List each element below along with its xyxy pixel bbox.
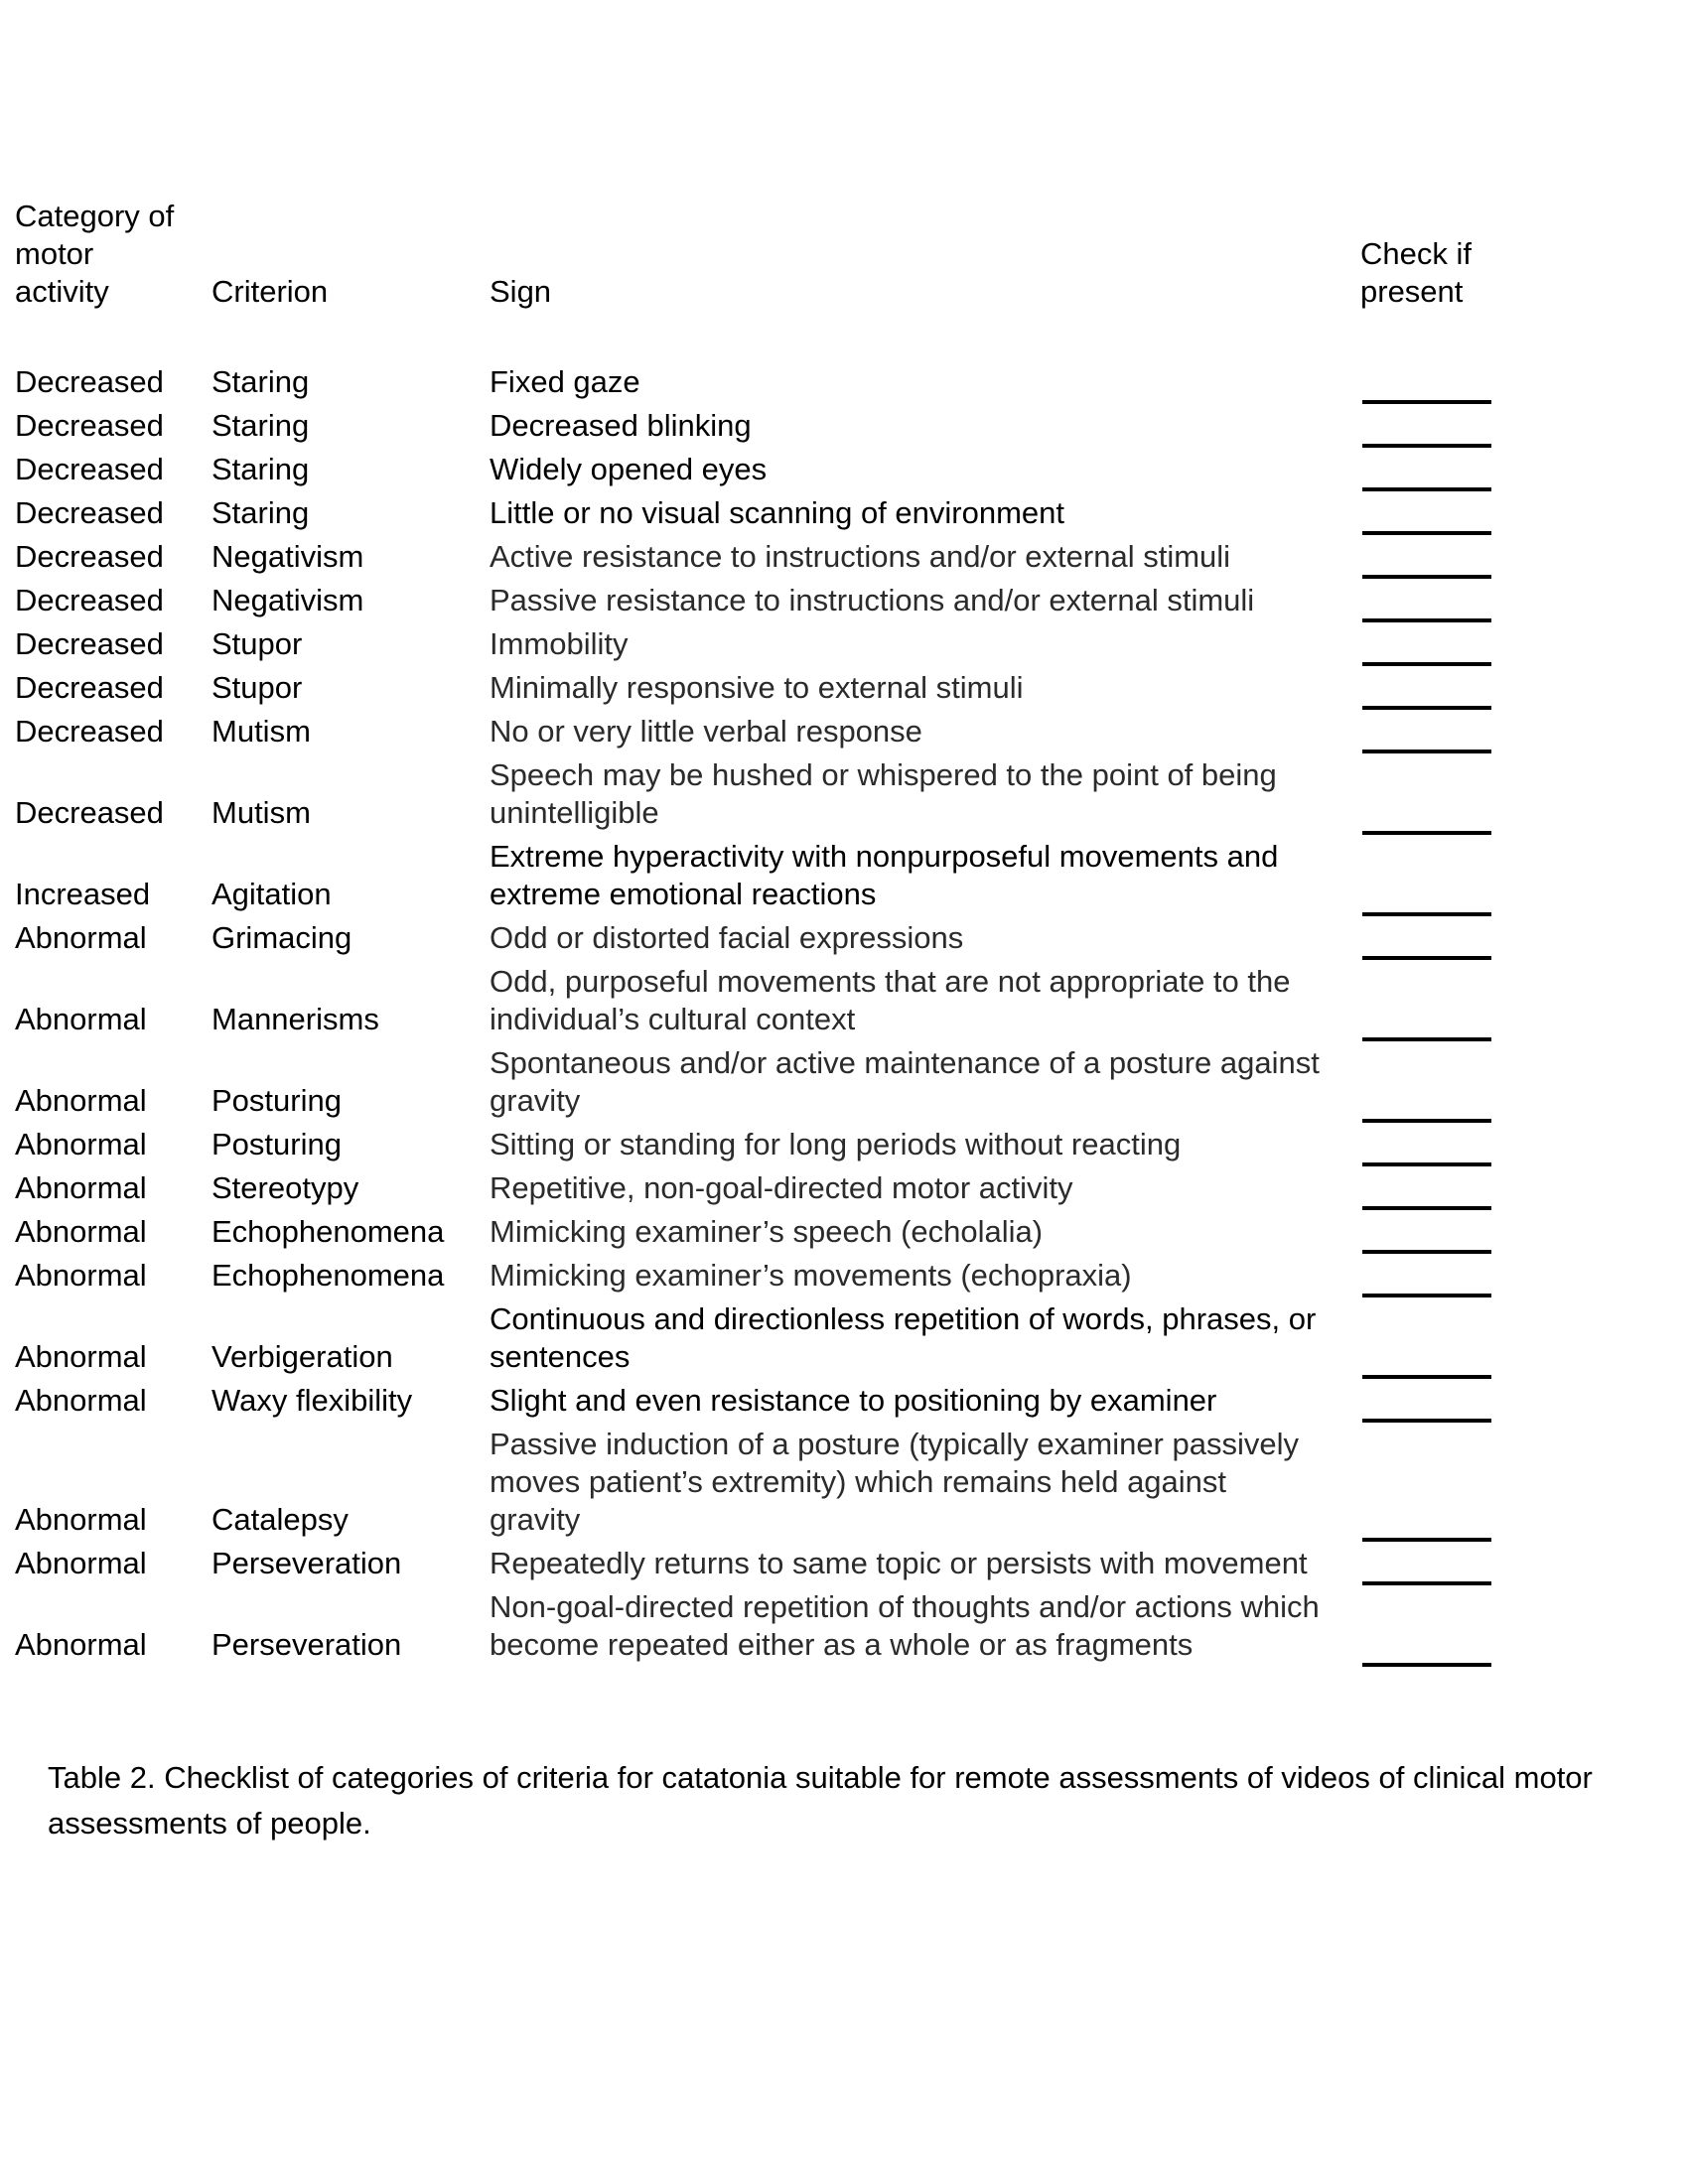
table-header [0,198,1688,317]
category-cell: Abnormal [15,1170,147,1205]
table-row [0,1251,1688,1295]
sign-cell: Minimally responsive to external stimuli [490,670,1024,705]
criterion-cell: Stupor [211,626,303,661]
criterion-cell: Agitation [211,877,332,911]
sign-cell: Little or no visual scanning of environment [490,495,1064,530]
sign-cell: Decreased blinking [490,408,752,443]
table-row [0,913,1688,957]
criterion-cell: Posturing [211,1127,342,1161]
table-row [0,1038,1688,1120]
criterion-cell: Perseveration [211,1627,402,1662]
header-sign: Sign [490,274,552,309]
category-cell: Decreased [15,795,164,830]
table-row [0,1120,1688,1163]
sign-cell: Mimicking examiner’s speech (echolalia) [490,1214,1044,1249]
sign-cell: Repeatedly returns to same topic or persists with movement [490,1546,1308,1580]
category-cell: Decreased [15,408,164,443]
table-row [0,1582,1688,1664]
category-cell: Abnormal [15,1083,147,1118]
criterion-cell: Stupor [211,670,303,705]
category-cell: Decreased [15,364,164,399]
criterion-cell: Waxy flexibility [211,1383,413,1418]
category-cell: Increased [15,877,151,911]
header-check-if-present: Check if present [1360,236,1472,309]
category-cell: Abnormal [15,1127,147,1161]
criterion-cell: Posturing [211,1083,342,1118]
category-cell: Decreased [15,452,164,486]
criterion-cell: Mutism [211,795,311,830]
sign-cell: Non-goal-directed repetition of thoughts and/or actions which become repeated either as a whole or as fragments [490,1589,1320,1662]
table-row [0,1376,1688,1420]
sign-cell: Immobility [490,626,629,661]
table-row [0,832,1688,913]
check-if-present-blank[interactable] [1362,1663,1491,1667]
criterion-cell: Mutism [211,714,311,749]
category-cell: Abnormal [15,1546,147,1580]
criterion-cell: Echophenomena [211,1258,445,1293]
table-row [0,357,1688,401]
category-cell: Decreased [15,670,164,705]
header-criterion: Criterion [211,274,329,309]
sign-cell: Passive induction of a posture (typically examiner passively moves patient’s extremity) which remains held against gravity [490,1427,1299,1537]
criterion-cell: Verbigeration [211,1339,393,1374]
table-row [0,1207,1688,1251]
criterion-cell: Staring [211,364,310,399]
table-row [0,488,1688,532]
category-cell: Abnormal [15,1627,147,1662]
category-cell: Abnormal [15,1383,147,1418]
criterion-cell: Grimacing [211,920,352,955]
sign-cell: Sitting or standing for long periods without reacting [490,1127,1182,1161]
criterion-cell: Negativism [211,539,364,574]
sign-cell: Speech may be hushed or whispered to the point of being unintelligible [490,757,1277,830]
category-cell: Decreased [15,626,164,661]
table-row [0,619,1688,663]
sign-cell: Active resistance to instructions and/or external stimuli [490,539,1231,574]
sign-cell: Spontaneous and/or active maintenance of a posture against gravity [490,1045,1320,1118]
table-row [0,1295,1688,1376]
table-body [0,357,1688,1664]
category-cell: Decreased [15,495,164,530]
header-category: Category of motor activity [15,199,175,309]
table-row [0,576,1688,619]
table-row [0,751,1688,832]
criterion-cell: Echophenomena [211,1214,445,1249]
table-row [0,663,1688,707]
sign-cell: Mimicking examiner’s movements (echopraxia) [490,1258,1132,1293]
criterion-cell: Staring [211,408,310,443]
category-cell: Abnormal [15,920,147,955]
sign-cell: Fixed gaze [490,364,640,399]
sign-cell: Odd, purposeful movements that are not appropriate to the individual’s cultural context [490,964,1291,1036]
criterion-cell: Stereotypy [211,1170,359,1205]
criterion-cell: Catalepsy [211,1502,349,1537]
category-cell: Decreased [15,539,164,574]
sign-cell: Extreme hyperactivity with nonpurposeful movements and extreme emotional reactions [490,839,1279,911]
category-cell: Abnormal [15,1214,147,1249]
table-row [0,445,1688,488]
table-row [0,1163,1688,1207]
table-caption: Table 2. Checklist of categories of criteria for catatonia suitable for remote assessments of videos of clinical motor assessments of people. [48,1760,1593,1841]
sign-cell: Passive resistance to instructions and/or external stimuli [490,583,1255,617]
criterion-cell: Mannerisms [211,1002,379,1036]
criterion-cell: Staring [211,452,310,486]
criterion-cell: Negativism [211,583,364,617]
category-cell: Abnormal [15,1258,147,1293]
table-row [0,707,1688,751]
table-row [0,401,1688,445]
sign-cell: Odd or distorted facial expressions [490,920,964,955]
table-row [0,957,1688,1038]
category-cell: Abnormal [15,1002,147,1036]
category-cell: Abnormal [15,1339,147,1374]
sign-cell: Continuous and directionless repetition of words, phrases, or sentences [490,1301,1317,1374]
criterion-cell: Staring [211,495,310,530]
table-row [0,532,1688,576]
sign-cell: No or very little verbal response [490,714,922,749]
table-row [0,1420,1688,1539]
sign-cell: Slight and even resistance to positioning by examiner [490,1383,1217,1418]
table-row [0,1539,1688,1582]
category-cell: Decreased [15,714,164,749]
sign-cell: Repetitive, non-goal-directed motor activity [490,1170,1073,1205]
category-cell: Abnormal [15,1502,147,1537]
category-cell: Decreased [15,583,164,617]
criterion-cell: Perseveration [211,1546,402,1580]
sign-cell: Widely opened eyes [490,452,768,486]
